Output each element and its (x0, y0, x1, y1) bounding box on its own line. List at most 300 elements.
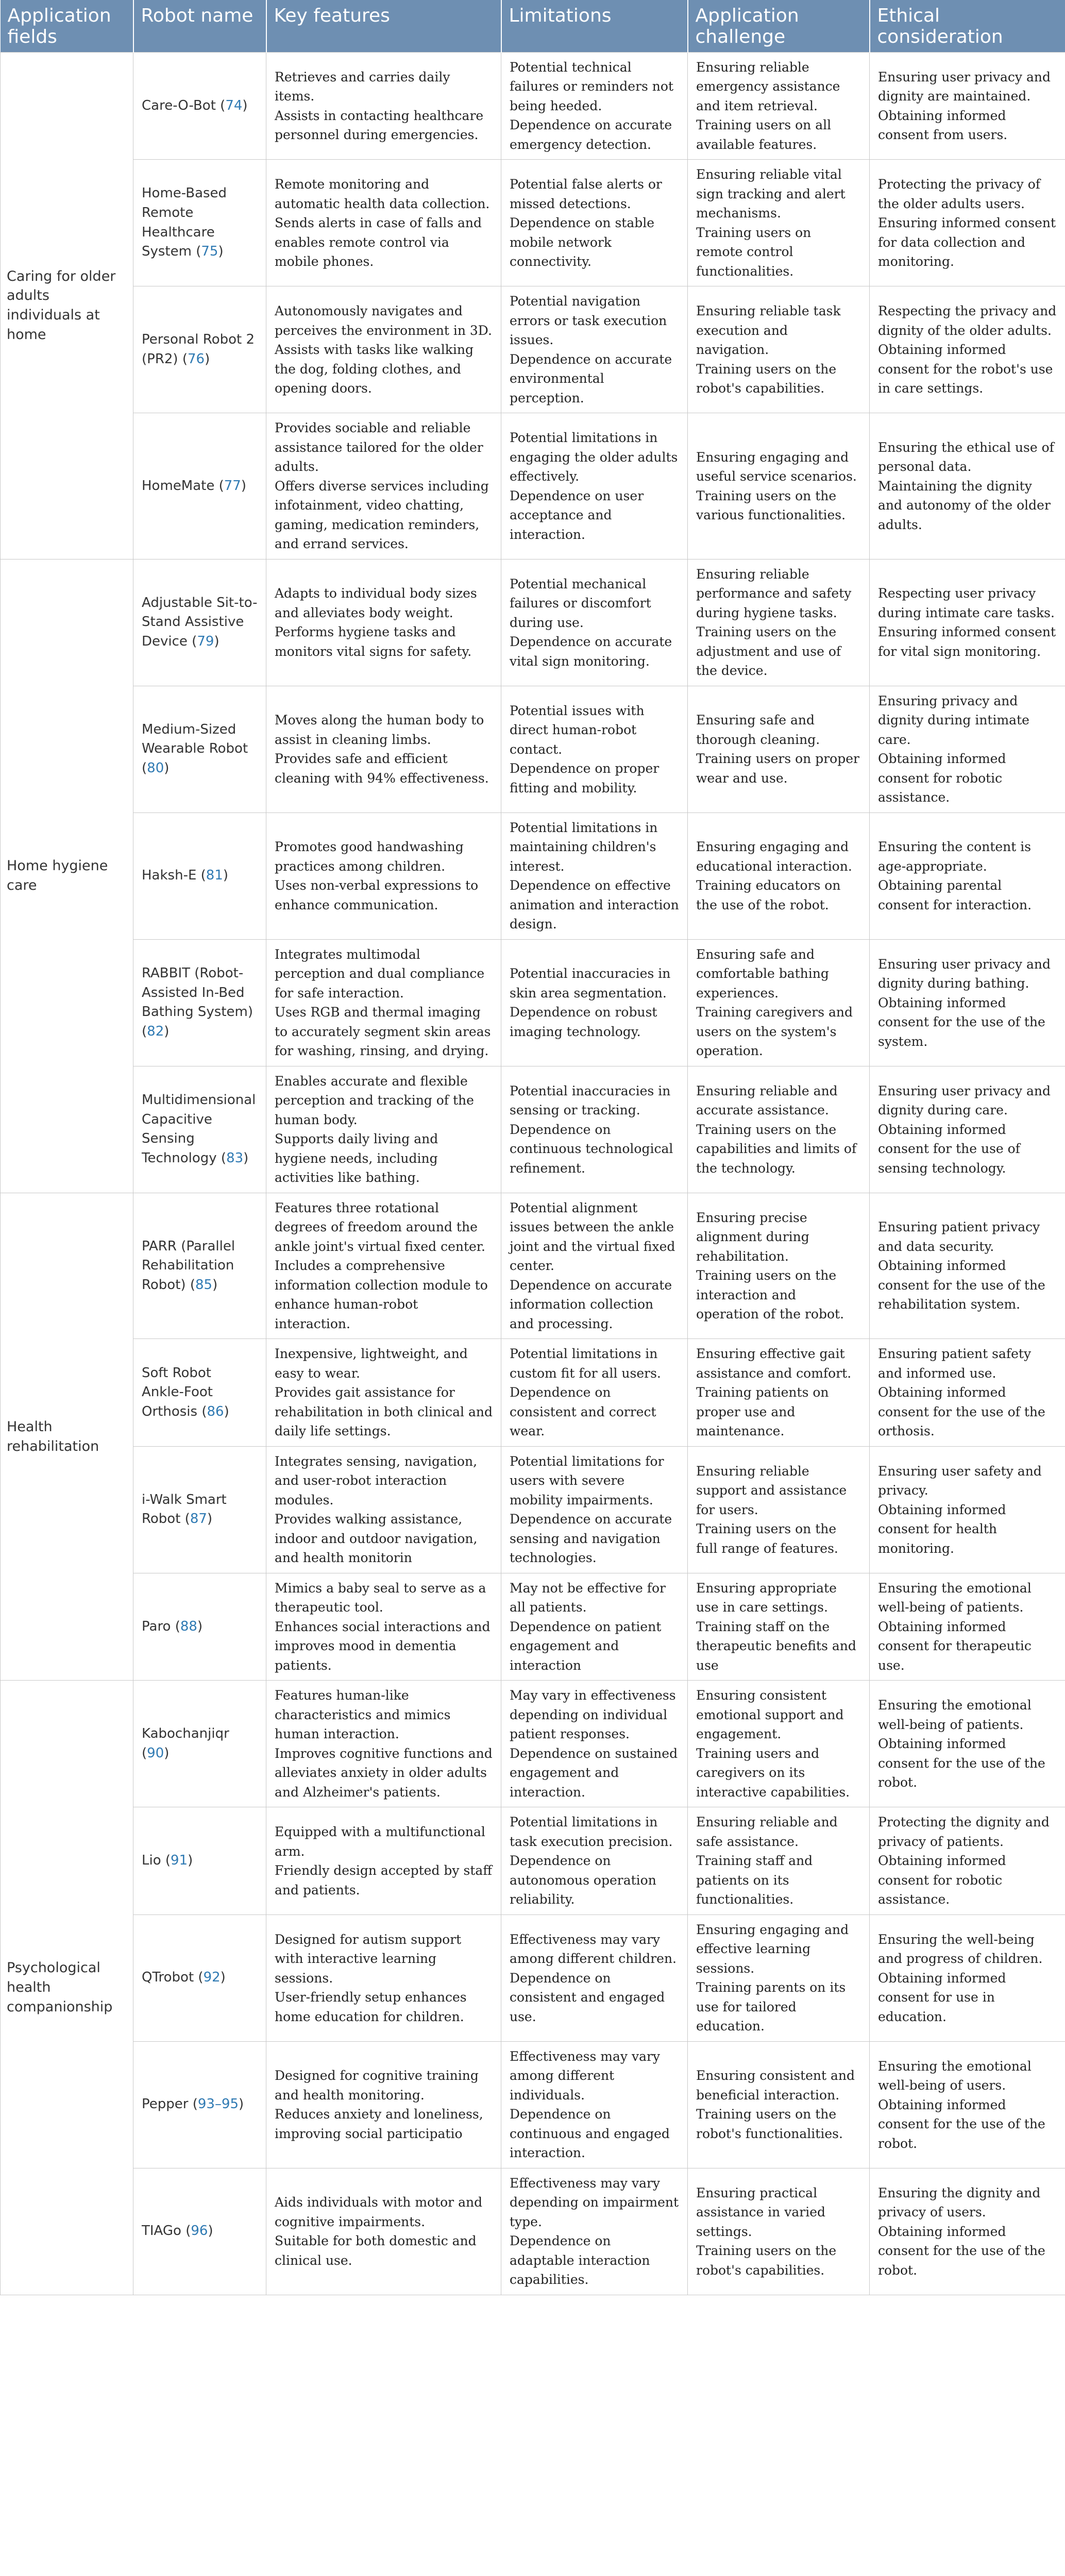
limitation-line: Potential issues with direct human-robot contact. (510, 703, 645, 757)
feature-line: Enables accurate and flexible perception and tracking of the human body. (275, 1073, 474, 1127)
ethical-consideration-cell (870, 939, 1065, 1066)
challenge-line: Training users and caregivers on its interactive capabilities. (696, 1745, 850, 1800)
application-field-cell: Psychological health companionship (1, 1681, 133, 2295)
ethical-consideration-cell (870, 1807, 1065, 1915)
limitation-line: Effectiveness may vary among different individuals. (510, 2048, 661, 2103)
robot-name-cell: PARR (Parallel Rehabilitation Robot) (85) (133, 1193, 266, 1339)
reference-link[interactable]: 76 (188, 351, 205, 367)
feature-line: Aids individuals with motor and cognitive impairments. (275, 2195, 483, 2229)
ethics-line: Ensuring the dignity and privacy of users. (878, 2185, 1041, 2220)
feature-line: Adapts to individual body sizes and alleviates body weight. (275, 586, 477, 620)
limitation-line: Potential limitations in engaging the older adults effectively. (510, 430, 678, 484)
robot-name-cell: Medium-Sized Wearable Robot (80) (133, 686, 266, 812)
challenge-line: Training users on all available features. (696, 117, 832, 152)
application-challenge-cell (688, 1339, 870, 1447)
key-features-cell (266, 1681, 501, 1807)
key-features-cell (266, 559, 501, 686)
robot-name: Medium-Sized Wearable Robot (142, 721, 248, 757)
key-features-cell (266, 160, 501, 286)
feature-line: Assists in contacting healthcare personnel during emergencies. (275, 108, 484, 143)
reference-link[interactable]: 91 (171, 1853, 188, 1869)
key-features-cell (266, 1339, 501, 1447)
feature-line: Inexpensive, lightweight, and easy to wear. (275, 1346, 468, 1381)
challenge-line: Ensuring reliable performance and safety during hygiene tasks. (696, 566, 852, 620)
ethics-line: Obtaining informed consent for the use of the rehabilitation system. (878, 1258, 1045, 1312)
reference-link[interactable]: 81 (206, 868, 223, 884)
table-row (1, 2168, 1065, 2295)
key-features-cell (266, 1807, 501, 1915)
robot-name: Multidimensional Capacitive Sensing Technology (142, 1092, 256, 1166)
limitation-line: Dependence on continuous technological refinement. (510, 1122, 673, 1176)
feature-line: Features three rotational degrees of freedom around the ankle joint's virtual fixed center. (275, 1200, 485, 1254)
limitations-cell (501, 812, 688, 939)
ethics-line: Obtaining informed consent for use in education. (878, 1970, 1006, 2024)
challenge-line: Training users on the interaction and operation of the robot. (696, 1268, 844, 1322)
challenge-line: Training parents on its use for tailored education. (696, 1980, 846, 2034)
key-features-cell (266, 812, 501, 939)
ethics-line: Obtaining informed consent for robotic assistance. (878, 1853, 1006, 1907)
key-features-cell (266, 1914, 501, 2041)
limitation-line: Dependence on sustained engagement and interaction. (510, 1745, 678, 1800)
reference-link[interactable]: 90 (147, 1745, 164, 1761)
feature-line: Features human-like characteristics and mimics human interaction. (275, 1688, 451, 1742)
ethical-consideration-cell (870, 686, 1065, 812)
feature-line: Sends alerts in case of falls and enables remote control via mobile phones. (275, 215, 482, 269)
application-challenge-cell (688, 559, 870, 686)
header-robot-name: Robot name (133, 0, 266, 52)
table-row (1, 939, 1065, 1066)
feature-line: Provides walking assistance, indoor and outdoor navigation, and health monitorin (275, 1512, 478, 1566)
challenge-line: Ensuring effective gait assistance and comfort. (696, 1346, 852, 1381)
robot-name: RABBIT (Robot-Assisted In-Bed Bathing System) (142, 965, 253, 1020)
challenge-line: Training patients on proper use and maintenance. (696, 1385, 829, 1439)
ethics-line: Ensuring user safety and privacy. (878, 1463, 1042, 1498)
limitation-line: Dependence on robust imaging technology. (510, 1005, 657, 1039)
feature-line: Includes a comprehensive information collection module to enhance human-robot interaction. (275, 1258, 488, 1331)
limitation-line: Dependence on consistent and correct wear. (510, 1385, 656, 1439)
limitation-line: Dependence on stable mobile network connectivity. (510, 215, 655, 269)
reference-link[interactable]: 82 (147, 1023, 164, 1039)
challenge-line: Training users on proper wear and use. (696, 751, 859, 786)
feature-line: Provides sociable and reliable assistance tailored for the older adults. (275, 420, 483, 474)
application-challenge-cell (688, 2168, 870, 2295)
application-challenge-cell (688, 1914, 870, 2041)
robot-name-cell: Lio (91) (133, 1807, 266, 1915)
ethical-consideration-cell (870, 52, 1065, 160)
robot-name: Care-O-Bot (142, 97, 216, 113)
ethics-line: Ensuring patient privacy and data security. (878, 1219, 1040, 1254)
reference-link[interactable]: 96 (191, 2223, 208, 2239)
challenge-line: Training users on the robot's functionalities. (696, 2107, 843, 2141)
feature-line: Designed for cognitive training and health monitoring. (275, 2068, 479, 2103)
robot-name: Lio (142, 1853, 161, 1869)
feature-line: Reduces anxiety and loneliness, improving social participatio (275, 2107, 483, 2141)
robot-name-cell: HomeMate (77) (133, 413, 266, 560)
challenge-line: Ensuring precise alignment during rehabilitation. (696, 1210, 809, 1264)
table-row (1, 559, 1065, 686)
ethics-line: Ensuring the well-being and progress of children. (878, 1931, 1043, 1967)
feature-line: Enhances social interactions and improves mood in dementia patients. (275, 1619, 491, 1673)
ethics-line: Protecting the privacy of the older adults users. (878, 177, 1041, 211)
challenge-line: Training users on the full range of features. (696, 1521, 838, 1556)
application-challenge-cell (688, 812, 870, 939)
key-features-cell (266, 413, 501, 560)
ethics-line: Ensuring the emotional well-being of users. (878, 2058, 1032, 2093)
table-row (1, 52, 1065, 160)
application-challenge-cell (688, 1681, 870, 1807)
limitations-cell (501, 2041, 688, 2168)
challenge-line: Training users on the various functionalities. (696, 488, 846, 523)
ethics-line: Ensuring user privacy and dignity during bathing. (878, 956, 1051, 991)
robot-name: Kabochanjiqr (142, 1726, 229, 1742)
key-features-cell (266, 286, 501, 413)
application-challenge-cell (688, 2041, 870, 2168)
application-challenge-cell (688, 52, 870, 160)
table-row (1, 1807, 1065, 1915)
feature-line: Offers diverse services including infotainment, video chatting, gaming, medication reminders, and errand services. (275, 478, 489, 552)
ethics-line: Obtaining informed consent for the use of sensing technology. (878, 1122, 1020, 1176)
application-field-cell: Home hygiene care (1, 559, 133, 1193)
table-row (1, 160, 1065, 286)
table-row (1, 2041, 1065, 2168)
robot-name-cell: TIAGo (96) (133, 2168, 266, 2295)
feature-line: Supports daily living and hygiene needs, including activities like bathing. (275, 1131, 438, 1185)
robot-name: Paro (142, 1618, 171, 1634)
reference-link[interactable]: 93–95 (197, 2096, 239, 2112)
header-ethical-consideration: Ethical consideration (870, 0, 1065, 52)
feature-line: Provides gait assistance for rehabilitation in both clinical and daily life settings. (275, 1385, 493, 1439)
reference-link[interactable]: 75 (201, 244, 218, 260)
challenge-line: Ensuring reliable and safe assistance. (696, 1815, 838, 1849)
limitations-cell (501, 1573, 688, 1681)
robot-name-cell: Kabochanjiqr (90) (133, 1681, 266, 1807)
ethics-line: Ensuring user privacy and dignity are maintained. (878, 69, 1051, 104)
limitations-cell (501, 1914, 688, 2041)
limitation-line: Dependence on user acceptance and interaction. (510, 488, 644, 542)
limitation-line: Potential limitations for users with severe mobility impairments. (510, 1453, 664, 1507)
key-features-cell (266, 2041, 501, 2168)
limitations-cell (501, 1066, 688, 1193)
ethics-line: Ensuring informed consent for data collection and monitoring. (878, 215, 1056, 269)
limitation-line: Potential false alerts or missed detections. (510, 177, 662, 211)
limitation-line: Potential technical failures or reminders not being heeded. (510, 59, 673, 113)
ethics-line: Ensuring privacy and dignity during intimate care. (878, 693, 1029, 747)
application-challenge-cell (688, 286, 870, 413)
ethics-line: Ensuring the ethical use of personal data. (878, 439, 1054, 474)
reference-link[interactable]: 74 (225, 97, 243, 113)
challenge-line: Training users on the capabilities and limits of the technology. (696, 1122, 857, 1176)
table-row (1, 413, 1065, 560)
feature-line: Moves along the human body to assist in cleaning limbs. (275, 713, 484, 747)
ethics-line: Obtaining informed consent for the use of the robot. (878, 1736, 1045, 1790)
feature-line: Improves cognitive functions and alleviates anxiety in older adults and Alzheimer's patients. (275, 1745, 493, 1800)
reference-link[interactable]: 77 (224, 478, 241, 494)
ethical-consideration-cell (870, 559, 1065, 686)
table-body (1, 52, 1065, 2295)
ethics-line: Respecting the privacy and dignity of the older adults. (878, 303, 1057, 338)
ethical-consideration-cell (870, 1914, 1065, 2041)
ethical-consideration-cell (870, 286, 1065, 413)
header-key-features: Key features (266, 0, 501, 52)
ethics-line: Respecting user privacy during intimate care tasks. (878, 586, 1055, 620)
limitations-cell (501, 2168, 688, 2295)
challenge-line: Ensuring reliable support and assistance for users. (696, 1463, 847, 1517)
reference-link[interactable]: 83 (226, 1150, 244, 1166)
limitation-line: May not be effective for all patients. (510, 1580, 666, 1615)
limitation-line: Potential limitations in maintaining children's interest. (510, 820, 658, 874)
ethics-line: Obtaining informed consent for the use of the orthosis. (878, 1385, 1045, 1439)
limitation-line: Dependence on continuous and engaged interaction. (510, 2107, 670, 2161)
challenge-line: Training caregivers and users on the system's operation. (696, 1005, 853, 1059)
ethical-consideration-cell (870, 2168, 1065, 2295)
limitation-line: Dependence on accurate sensing and navigation technologies. (510, 1512, 672, 1566)
challenge-line: Ensuring reliable task execution and navigation. (696, 303, 841, 358)
ethics-line: Obtaining parental consent for interaction. (878, 878, 1032, 912)
robot-name: TIAGo (142, 2223, 181, 2239)
challenge-line: Training users on the adjustment and use of the device. (696, 624, 841, 679)
challenge-line: Ensuring engaging and effective learning sessions. (696, 1922, 849, 1976)
key-features-cell (266, 939, 501, 1066)
ethical-consideration-cell (870, 1446, 1065, 1573)
table-row (1, 1193, 1065, 1339)
table-row (1, 1339, 1065, 1447)
limitations-cell (501, 1193, 688, 1339)
ethics-line: Obtaining informed consent for robotic assistance. (878, 751, 1006, 805)
ethics-line: Ensuring user privacy and dignity during care. (878, 1083, 1051, 1118)
robot-name-cell: Haksh-E (81) (133, 812, 266, 939)
feature-line: Uses RGB and thermal imaging to accurately segment skin areas for washing, rinsing, and drying. (275, 1005, 491, 1059)
table-row (1, 1573, 1065, 1681)
application-challenge-cell (688, 1807, 870, 1915)
robot-name-cell: Paro (88) (133, 1573, 266, 1681)
limitation-line: Potential navigation errors or task execution issues. (510, 294, 667, 348)
key-features-cell (266, 1446, 501, 1573)
feature-line: Promotes good handwashing practices among children. (275, 839, 464, 874)
table-row (1, 1914, 1065, 2041)
header-row (1, 0, 1065, 52)
key-features-cell (266, 1573, 501, 1681)
robot-name-cell: Multidimensional Capacitive Sensing Technology (83) (133, 1066, 266, 1193)
challenge-line: Ensuring engaging and useful service scenarios. (696, 449, 857, 484)
limitations-cell (501, 52, 688, 160)
key-features-cell (266, 2168, 501, 2295)
key-features-cell (266, 686, 501, 812)
application-challenge-cell (688, 1446, 870, 1573)
ethics-line: Obtaining informed consent for therapeutic use. (878, 1619, 1032, 1673)
challenge-line: Ensuring reliable emergency assistance and item retrieval. (696, 59, 840, 113)
application-field-cell: Health rehabilitation (1, 1193, 133, 1681)
robot-name-cell: QTrobot (92) (133, 1914, 266, 2041)
robot-name-cell: i-Walk Smart Robot (87) (133, 1446, 266, 1573)
robot-name: Adjustable Sit-to-Stand Assistive Device (142, 595, 258, 650)
ethics-line: Ensuring informed consent for vital sign monitoring. (878, 624, 1056, 659)
limitation-line: Dependence on accurate environmental perception. (510, 351, 672, 405)
reference-link[interactable]: 87 (190, 1511, 207, 1527)
ethics-line: Maintaining the dignity and autonomy of the older adults. (878, 478, 1051, 532)
feature-line: Integrates sensing, navigation, and user-robot interaction modules. (275, 1453, 478, 1507)
ethics-line: Protecting the dignity and privacy of patients. (878, 1815, 1050, 1849)
feature-line: Friendly design accepted by staff and patients. (275, 1863, 493, 1897)
feature-line: Provides safe and efficient cleaning with 94% effectiveness. (275, 751, 489, 786)
limitation-line: Dependence on accurate emergency detection. (510, 117, 672, 152)
feature-line: Performs hygiene tasks and monitors vital signs for safety. (275, 624, 472, 659)
feature-line: User-friendly setup enhances home education for children. (275, 1990, 467, 2024)
robot-name: HomeMate (142, 478, 215, 494)
challenge-line: Training users on the robot's capabilities. (696, 2243, 837, 2278)
ethics-line: Ensuring the emotional well-being of patients. (878, 1698, 1032, 1732)
robot-name: Pepper (142, 2096, 189, 2112)
limitations-cell (501, 1446, 688, 1573)
feature-line: Uses non-verbal expressions to enhance communication. (275, 878, 479, 912)
ethical-consideration-cell (870, 1573, 1065, 1681)
feature-line: Autonomously navigates and perceives the environment in 3D. (275, 303, 492, 338)
ethical-consideration-cell (870, 413, 1065, 560)
limitation-line: Potential alignment issues between the ankle joint and the virtual fixed center. (510, 1200, 675, 1274)
robot-name: Home-Based Remote Healthcare System (142, 185, 227, 260)
robot-name: PARR (Parallel Rehabilitation Robot) (142, 1238, 235, 1293)
ethics-line: Ensuring the emotional well-being of patients. (878, 1580, 1032, 1615)
feature-line: Remote monitoring and automatic health data collection. (275, 177, 490, 211)
limitation-line: May vary in effectiveness depending on individual patient responses. (510, 1688, 676, 1742)
limitation-line: Dependence on accurate information collection and processing. (510, 1277, 672, 1331)
ethical-consideration-cell (870, 1066, 1065, 1193)
challenge-line: Ensuring engaging and educational interaction. (696, 839, 852, 874)
ethics-line: Obtaining informed consent for health monitoring. (878, 1502, 1006, 1556)
table-row (1, 686, 1065, 812)
reference-link[interactable]: 92 (203, 1970, 221, 1986)
header-application-fields: Application fields (1, 0, 133, 52)
challenge-line: Ensuring consistent emotional support and engagement. (696, 1688, 844, 1742)
feature-line: Equipped with a multifunctional arm. (275, 1824, 485, 1859)
limitations-cell (501, 1339, 688, 1447)
table-row (1, 1681, 1065, 1807)
challenge-line: Training users on the robot's capabilities. (696, 361, 837, 396)
ethics-line: Obtaining informed consent for the use of the robot. (878, 2097, 1045, 2151)
challenge-line: Ensuring reliable vital sign tracking and alert mechanisms. (696, 167, 846, 221)
challenge-line: Ensuring consistent and beneficial interaction. (696, 2068, 855, 2103)
limitations-cell (501, 1681, 688, 1807)
reference-link[interactable]: 79 (197, 634, 214, 650)
ethics-line: Obtaining informed consent for the use of the system. (878, 995, 1045, 1049)
reference-link[interactable]: 85 (195, 1277, 213, 1293)
feature-line: Suitable for both domestic and clinical use. (275, 2233, 477, 2268)
reference-link[interactable]: 88 (180, 1618, 197, 1634)
application-challenge-cell (688, 1193, 870, 1339)
robot-name-cell: Adjustable Sit-to-Stand Assistive Device (79) (133, 559, 266, 686)
ethical-consideration-cell (870, 1681, 1065, 1807)
limitation-line: Potential mechanical failures or discomfort during use. (510, 576, 651, 630)
robot-name-cell: RABBIT (Robot-Assisted In-Bed Bathing System) (82) (133, 939, 266, 1066)
limitations-cell (501, 413, 688, 560)
feature-line: Integrates multimodal perception and dual compliance for safe interaction. (275, 946, 485, 1001)
limitations-cell (501, 559, 688, 686)
table-row (1, 812, 1065, 939)
robot-name-cell: Care-O-Bot (74) (133, 52, 266, 160)
feature-line: Designed for autism support with interactive learning sessions. (275, 1931, 462, 1986)
application-field-cell: Caring for older adults individuals at home (1, 52, 133, 559)
feature-line: Assists with tasks like walking the dog, folding clothes, and opening doors. (275, 342, 474, 396)
application-challenge-cell (688, 1573, 870, 1681)
robot-name: Soft Robot Ankle-Foot Orthosis (142, 1365, 213, 1419)
limitation-line: Dependence on effective animation and interaction design. (510, 878, 679, 932)
robot-name-cell: Soft Robot Ankle-Foot Orthosis (86) (133, 1339, 266, 1447)
limitation-line: Potential inaccuracies in sensing or tracking. (510, 1083, 671, 1118)
application-challenge-cell (688, 413, 870, 560)
ethical-consideration-cell (870, 160, 1065, 286)
limitations-cell (501, 1807, 688, 1915)
ethics-line: Obtaining informed consent for the use of the robot. (878, 2224, 1045, 2278)
robot-name-cell: Home-Based Remote Healthcare System (75) (133, 160, 266, 286)
limitation-line: Effectiveness may vary depending on impairment type. (510, 2175, 679, 2229)
robot-name: Personal Robot 2 (PR2) (142, 332, 255, 367)
limitations-cell (501, 939, 688, 1066)
application-challenge-cell (688, 1066, 870, 1193)
limitation-line: Dependence on patient engagement and interaction (510, 1619, 662, 1673)
limitation-line: Dependence on proper fitting and mobility. (510, 761, 660, 795)
challenge-line: Ensuring reliable and accurate assistance. (696, 1083, 838, 1118)
limitation-line: Potential limitations in task execution precision. (510, 1815, 673, 1849)
limitation-line: Potential limitations in custom fit for all users. (510, 1346, 661, 1381)
table-header (1, 0, 1065, 52)
application-challenge-cell (688, 160, 870, 286)
limitation-line: Effectiveness may vary among different children. (510, 1931, 677, 1967)
table-row (1, 1066, 1065, 1193)
key-features-cell (266, 1066, 501, 1193)
challenge-line: Training educators on the use of the robot. (696, 878, 841, 912)
robot-name: i-Walk Smart Robot (142, 1492, 227, 1527)
robot-name-cell: Pepper (93–95) (133, 2041, 266, 2168)
reference-link[interactable]: 86 (207, 1403, 224, 1419)
challenge-line: Ensuring safe and comfortable bathing experiences. (696, 946, 829, 1001)
ethical-consideration-cell (870, 812, 1065, 939)
robot-name: QTrobot (142, 1970, 194, 1986)
limitations-cell (501, 286, 688, 413)
challenge-line: Training users on remote control functionalities. (696, 225, 812, 279)
challenge-line: Ensuring practical assistance in varied settings. (696, 2185, 826, 2239)
limitation-line: Dependence on consistent and engaged use. (510, 1970, 665, 2024)
challenge-line: Training staff on the therapeutic benefits and use (696, 1619, 856, 1673)
reference-link[interactable]: 80 (147, 760, 164, 776)
feature-line: Retrieves and carries daily items. (275, 69, 450, 104)
challenge-line: Training staff and patients on its functionalities. (696, 1853, 813, 1907)
ethics-line: Ensuring patient safety and informed use. (878, 1346, 1032, 1381)
ethical-consideration-cell (870, 1339, 1065, 1447)
application-challenge-cell (688, 686, 870, 812)
key-features-cell (266, 52, 501, 160)
robot-name: Haksh-E (142, 868, 197, 884)
key-features-cell (266, 1193, 501, 1339)
limitation-line: Potential inaccuracies in skin area segmentation. (510, 966, 671, 1001)
table-row (1, 286, 1065, 413)
ethics-line: Ensuring the content is age-appropriate. (878, 839, 1032, 874)
ethics-line: Obtaining informed consent from users. (878, 108, 1008, 143)
application-challenge-cell (688, 939, 870, 1066)
limitation-line: Dependence on accurate vital sign monitoring. (510, 634, 672, 669)
header-application-challenge: Application challenge (688, 0, 870, 52)
robot-name-cell: Personal Robot 2 (PR2) (76) (133, 286, 266, 413)
table-row (1, 1446, 1065, 1573)
header-limitations: Limitations (501, 0, 688, 52)
ethical-consideration-cell (870, 1193, 1065, 1339)
feature-line: Mimics a baby seal to serve as a therapeutic tool. (275, 1580, 486, 1615)
challenge-line: Ensuring safe and thorough cleaning. (696, 713, 820, 747)
challenge-line: Ensuring appropriate use in care settings. (696, 1580, 837, 1615)
limitations-cell (501, 160, 688, 286)
limitation-line: Dependence on autonomous operation reliability. (510, 1853, 656, 1907)
limitation-line: Dependence on adaptable interaction capabilities. (510, 2233, 650, 2287)
ethical-consideration-cell (870, 2041, 1065, 2168)
ethics-line: Obtaining informed consent for the robot's use in care settings. (878, 342, 1053, 396)
